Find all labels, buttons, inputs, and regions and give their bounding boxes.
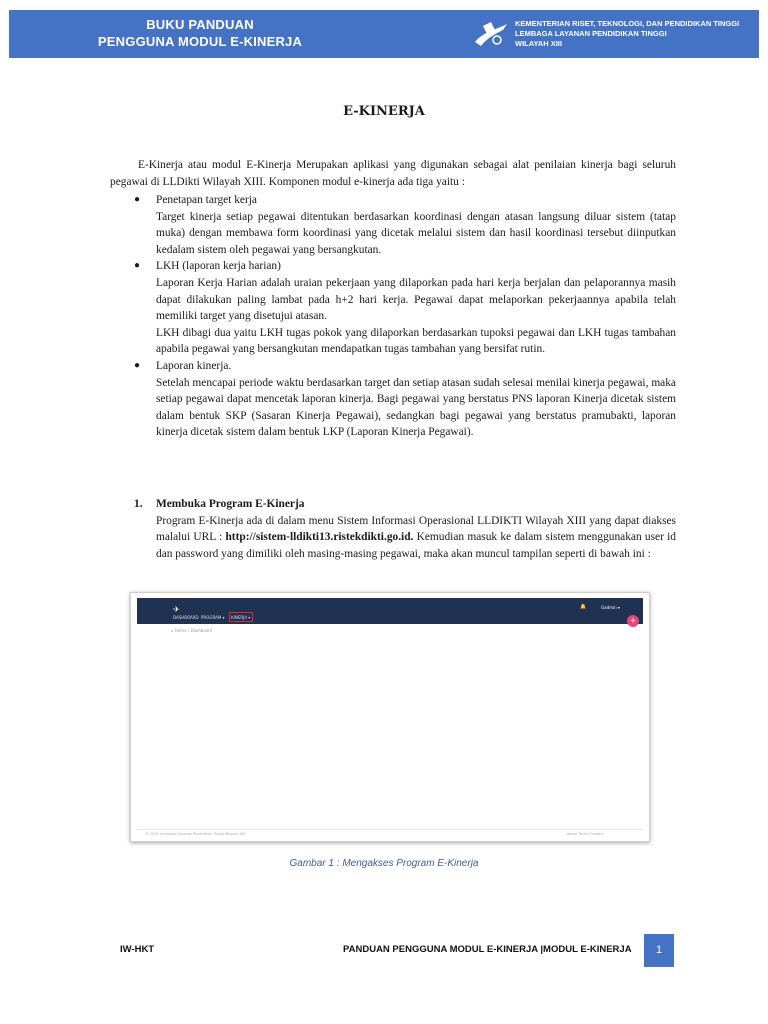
header-institution — [515, 19, 739, 49]
list-item-heading: Penetapan target kerja — [156, 194, 257, 206]
component-list — [110, 192, 676, 441]
section-title: Membuka Program E-Kinerja — [156, 498, 305, 510]
footer-left: IW-HKT — [120, 944, 155, 955]
list-item-text: LKH dibagi dua yaitu LKH tugas pokok yang dilaporkan berdasarkan tupoksi pegawai dan LKH tugas tambahan apabila pegawai yang bersangkutan mendapatkan tugas tambahan yang bersifat rutin. — [156, 326, 676, 356]
list-item — [110, 258, 676, 358]
header-title-line2: PENGGUNA MODUL E-KINERJA — [97, 34, 303, 49]
system-url-link[interactable]: http://sistem-lldikti13.ristekdikti.go.id. — [225, 531, 414, 544]
list-item-text: Laporan Kerja Harian adalah uraian pekerjaan yang dilaporkan pada hari kerja berjalan dan pelaporannya masih dapat dilakukan paling lambat pada h+2 hari kerja. Pegawai dapat melaporkan pekerjaannya apabila telah memiliki target yang disetujui atasan. — [156, 276, 676, 323]
header-title — [9, 16, 391, 50]
app-menu-program: PROGRAM ▾ — [201, 615, 225, 620]
app-menu-highlight — [229, 612, 253, 622]
list-item-text: Target kinerja setiap pegawai ditentukan berdasarkan koordinasi dengan atasan langsung diluar sistem (tatap muka) dengan membawa form koordinasi yang dicetak melalui sistem dan hasil koordinasi tersebut diinputkan kedalam sistem oleh pegawai yang bersangkutan. — [156, 210, 676, 256]
header-title-line1: BUKU PANDUAN — [146, 17, 254, 32]
page-header — [9, 10, 759, 58]
section-number: 1. — [134, 498, 143, 510]
ministry-logo-icon — [473, 20, 509, 48]
section-open-program — [110, 496, 676, 562]
app-navbar — [137, 598, 643, 624]
app-menu-kinerja: KINERJA ▾ — [231, 615, 251, 620]
list-item — [110, 358, 676, 441]
institution-line1: KEMENTERIAN RISET, TEKNOLOGI, DAN PENDIDIKAN TINGGI — [515, 19, 740, 28]
institution-line3: WILAYAH XIII — [515, 39, 562, 48]
section-text-after: Kemudian masuk ke dalam sistem menggunakan user id dan password yang dimiliki oleh masing-masing pegawai, maka akan muncul tampilan seperti di bawah ini : — [156, 531, 676, 560]
app-footer-divider — [137, 829, 643, 830]
page-number: 1 — [644, 934, 674, 967]
app-fab-plus-icon: + — [627, 615, 639, 627]
app-menu-dashboard: DASHBOARD — [173, 615, 199, 620]
app-footer-links: About Terms Contact — [567, 832, 604, 836]
app-breadcrumb: ⌂ Home / Dashboard — [171, 628, 213, 633]
app-user-menu: Gadmin ▾ — [601, 605, 620, 610]
list-item-heading: LKH (laporan kerja harian) — [156, 260, 281, 273]
footer-title: PANDUAN PENGGUNA MODUL E-KINERJA |MODUL E-KINERJA — [343, 944, 632, 955]
bullet-icon: ● — [134, 194, 141, 205]
app-footer-copyright: © 2019 Lembaga Layanan Pendidikan Tinggi Wilayah XIII — [145, 832, 246, 836]
bullet-icon: ● — [134, 359, 141, 371]
institution-line2: LEMBAGA LAYANAN PENDIDIKAN TINGGI — [515, 29, 667, 38]
section-text — [110, 513, 676, 563]
list-item-heading: Laporan kinerja. — [156, 359, 232, 372]
app-bell-icon: 🔔 — [580, 604, 587, 610]
app-screenshot — [130, 592, 650, 842]
section-text-before: Program E-Kinerja ada di dalam menu Sistem Informasi Operasional LLDIKTI Wilayah XIII yang dapat diakses malalui URL : — [156, 514, 676, 544]
section-heading — [110, 496, 676, 513]
figure-caption: Gambar 1 : Mengakses Program E-Kinerja — [289, 858, 479, 869]
list-item-text: Setelah mencapai periode waktu berdasarkan target dan setiap atasan sudah selesai menilai kinerja pegawai, maka setiap pegawai dapat mencetak laporan kinerja. Bagi pegawai yang berstatus PNS laporan Kinerja dicetak sistem dalam bentuk SKP (Sasaran Kinerja Pegawai), sedangkan bagi pegawai yang berstatus pramubakti, laporan kinerja dicetak sistem dalam bentuk LKP (Laporan Kinerja Pegawai). — [156, 376, 676, 439]
document-title: E-KINERJA — [343, 104, 425, 119]
list-item — [110, 192, 676, 258]
app-logo-icon: ✈ — [173, 605, 180, 614]
bullet-icon: ● — [134, 260, 141, 272]
intro-paragraph: E-Kinerja atau modul E-Kinerja Merupakan aplikasi yang digunakan sebagai alat penilaian kinerja bagi seluruh pegawai di LLDikti Wilayah XIII. Komponen modul e-kinerja ada tiga yaitu : — [110, 159, 676, 188]
